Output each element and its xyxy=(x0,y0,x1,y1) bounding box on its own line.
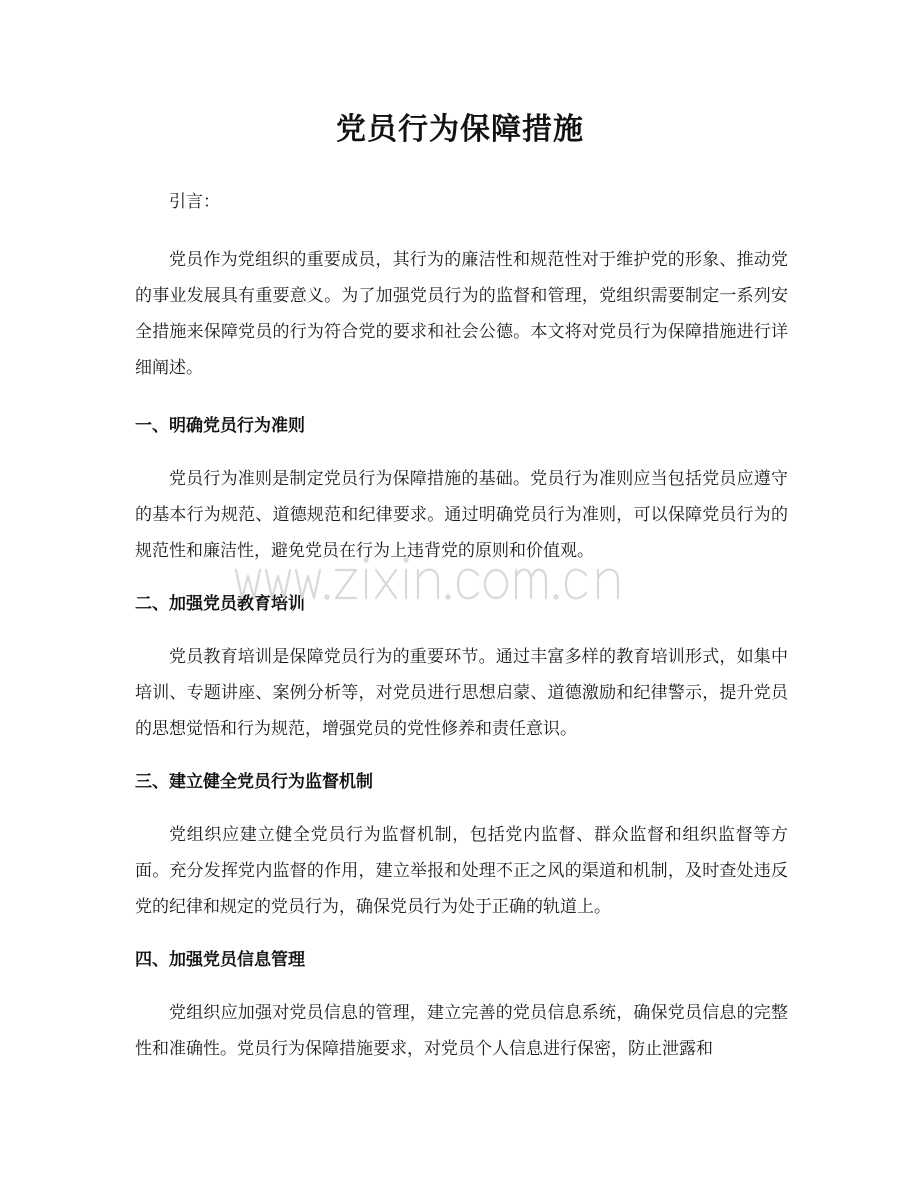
section-heading-4: 四、加强党员信息管理 xyxy=(135,950,305,970)
document-title: 党员行为保障措施 xyxy=(336,112,584,147)
section-paragraph-1: 党员行为准则是制定党员行为保障措施的基础。党员行为准则应当包括党员应遵守的基本行为规范、道德规范和纪律要求。通过明确党员行为准则，可以保障党员行为的规范性和廉洁性，避免党员在行为上违背党的原则和价值观。 xyxy=(135,469,788,561)
intro-paragraph: 党员作为党组织的重要成员，其行为的廉洁性和规范性对于维护党的形象、推动党的事业发展具有重要意义。为了加强党员行为的监督和管理，党组织需要制定一系列安全措施来保障党员的行为符合党的要求和社会公德。本文将对党员行为保障措施进行详细阐述。 xyxy=(135,250,788,378)
section-heading-3: 三、建立健全党员行为监督机制 xyxy=(135,772,373,792)
section-paragraph-4: 党组织应加强对党员信息的管理，建立完善的党员信息系统，确保党员信息的完整性和准确性。党员行为保障措施要求，对党员个人信息进行保密，防止泄露和 xyxy=(135,1003,788,1059)
intro-label: 引言： xyxy=(169,192,220,212)
section-paragraph-3: 党组织应建立健全党员行为监督机制，包括党内监督、群众监督和组织监督等方面。充分发挥党内监督的作用，建立举报和处理不正之风的渠道和机制，及时查处违反党的纪律和规定的党员行为，确保党员行为处于正确的轨道上。 xyxy=(135,825,788,917)
section-heading-1: 一、明确党员行为准则 xyxy=(135,416,305,436)
section-heading-2: 二、加强党员教育培训 xyxy=(135,594,305,614)
section-paragraph-2: 党员教育培训是保障党员行为的重要环节。通过丰富多样的教育培训形式，如集中培训、专题讲座、案例分析等，对党员进行思想启蒙、道德激励和纪律警示，提升党员的思想觉悟和行为规范，增强党员的党性修养和责任意识。 xyxy=(135,647,788,739)
document-body xyxy=(135,184,788,1067)
